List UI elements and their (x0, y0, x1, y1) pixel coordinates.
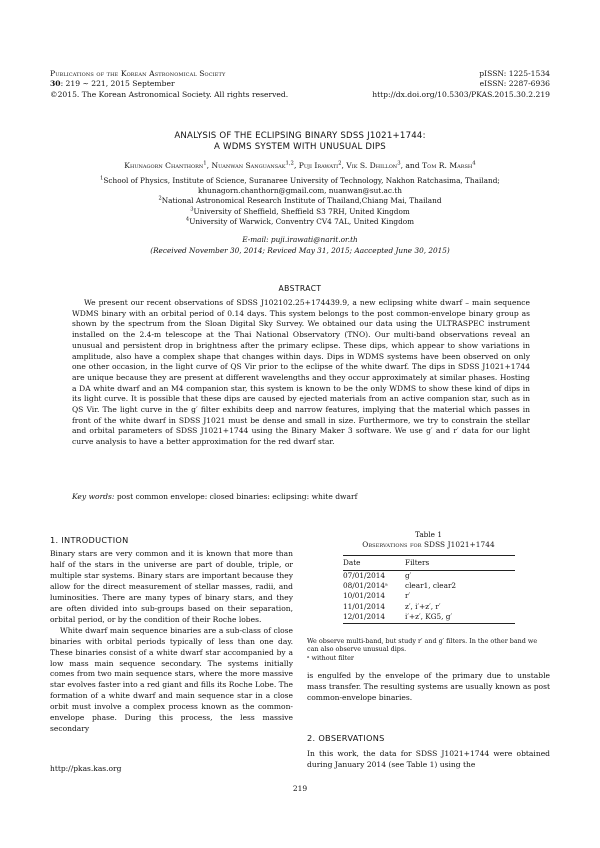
page-range: : 219 ∼ 221, 2015 September (60, 79, 175, 89)
table-header-filters: Filters (405, 556, 515, 571)
table-row (343, 571, 515, 582)
affil-text: School of Physics, Institute of Science, Suranaree University of Technology, Nakhon Ratchasima, Thailand; (103, 176, 500, 185)
table-cell-date: 07/01/2014 (343, 571, 386, 580)
intro-paragraph-1: Binary stars are very common and it is known that more than half of the stars in the universe are part of double, triple, or multiple star systems. Binary stars are important because they allow for the direct measurement of stellar masses, radii, and luminosities. There are many types of binary stars, and they are often divided into sub-groups based on their separation, orbital period, or by the condition of their Roche lobes. (50, 549, 293, 624)
table-label: Table 1 (415, 530, 442, 539)
issn-header (372, 69, 550, 100)
volume-line (50, 79, 288, 89)
author-affil-mark: 4 (472, 160, 476, 167)
table-row (343, 602, 515, 612)
author-separator: , (206, 161, 212, 170)
left-column (50, 549, 293, 735)
right-column-continued (307, 671, 550, 704)
doi-link[interactable]: http://dx.doi.org/10.5303/PKAS.2015.30.2.219 (372, 89, 550, 99)
keywords-text: post common envelope: closed binaries: eclipsing: white dwarf (116, 492, 358, 501)
table-cell-filters: r′ (405, 591, 411, 601)
keywords-label: Key words: (72, 492, 115, 501)
affil-text: National Astronomical Research Institute of Thailand,Chiang Mai, Thailand (161, 196, 442, 206)
abstract-text: We present our recent observations of SDSS J102102.25+174439.9, a new eclipsing white dwarf – main sequence WDMS binary with an orbital period of 0.14 days. This system belongs to the post common-envelope binary group as shown by the spectrum from the Sloan Digital Sky Survey. We obtained our data using the ULTRASPEC instrument installed on the 2.4-m telescope at the Thai National Observatory (TNO). Our multi-band observations reveal an unusual and persistent drop in brightness after the primary eclipse. These dips, which appear to show variations in amplitude, also have a complex shape that changes within days. Dips in WDMS systems have been observed on only one other occasion, in the light curve of QS Vir prior to the eclipse of the white dwarf. The dips in SDSS J1021+1744 are unique because they are present at different wavelengths and they occur approximately at similar phases. Hosting a DA white dwarf and an M4 companion star, this system is known to be the only WDMS to show these kind of dips in its light curve. It is possible that these dips are caused by ejected materials from an active companion star, such as in QS Vir. The light curve in the g′ filter exhibits deep and narrow features, implying that the material which passes in front of the white dwarf in SDSS J1021 must be dense and small in size. Furthermore, we try to constrain the stellar and orbital parameters of SDSS J1021+1744 using the Binary Maker 3 software. We use g′ and r′ data for our light curve analysis to have a better approximation for the red dwarf star. (72, 298, 530, 447)
author-affil-mark: 2 (338, 160, 342, 167)
author-name: Tom R. Marsh (422, 161, 473, 170)
pissn: pISSN: 1225-1534 (479, 69, 550, 78)
author-affil-mark: 1 (203, 160, 207, 167)
footer-url[interactable]: http://pkas.kas.org (50, 764, 122, 773)
affil-mark: 2 (158, 195, 162, 202)
table-cell-date: 11/01/2014 (343, 601, 386, 611)
affil-text: University of Warwick, Conventry CV4 7AL, United Kingdom (189, 216, 415, 226)
table-cell-date: 10/01/2014 (343, 591, 386, 601)
observations-column (307, 749, 550, 771)
observations-table (343, 555, 515, 624)
affiliation-1 (0, 176, 600, 186)
affil-mark: 1 (100, 175, 104, 182)
eissn: eISSN: 2287-6936 (479, 79, 550, 89)
affiliations (0, 176, 600, 227)
table-cell-filters: clear1, clear2 (405, 581, 457, 591)
affil-mark: 4 (185, 216, 190, 223)
table-footnote: ᵃ without filter (307, 653, 354, 662)
table-note: We observe multi-band, but study r′ and g′ filters. In the other band we can also observe unusual dips. (307, 637, 538, 654)
author-separator: , (341, 161, 347, 170)
table-row (343, 591, 515, 601)
observations-paragraph-1: In this work, the data for SDSS J1021+1744 were obtained during January 2014 (see Table 1) using the (307, 749, 550, 769)
journal-name: Publications of the Korean Astronomical Society (50, 69, 226, 78)
table-row (343, 612, 515, 624)
title-line-1: ANALYSIS OF THE ECLIPSING BINARY SDSS J1021+1744: (174, 131, 426, 141)
received-dates: (Received November 30, 2014; Reviced May 31, 2015; Aaccepted June 30, 2015) (150, 246, 450, 255)
journal-header (50, 69, 288, 100)
abstract-heading: ABSTRACT (278, 284, 322, 293)
author-name: Khunagorn Chanthorn (124, 161, 204, 170)
table-cell-date: 12/01/2014 (343, 612, 405, 624)
table-header-row (343, 556, 515, 571)
author-list (0, 160, 600, 171)
table-cell-filters: i′+z′, KG5, g′ (405, 612, 515, 624)
author-separator: , and (400, 161, 423, 170)
affil-mark: 3 (190, 206, 194, 213)
author-affil-mark: 3 (397, 160, 401, 167)
author-name: Nuanwan Sanguansak (211, 161, 286, 170)
title-line-2: A WDMS SYSTEM WITH UNUSUAL DIPS (214, 142, 386, 152)
table-cell-date: 08/01/2014ᵃ (343, 581, 388, 591)
section-heading-observations: 2. OBSERVATIONS (307, 733, 385, 743)
page-number: 219 (292, 784, 308, 793)
author-name: Vik S. Dhillon (346, 161, 398, 170)
keywords (72, 492, 530, 501)
table-row (343, 581, 515, 591)
intro-paragraph-2: White dwarf main sequence binaries are a sub-class of close binaries with orbital periods typically of less than one day. These binaries consist of a white dwarf star accompanied by a low mass main sequence secondary. The systems initially comes from two main sequence stars, where the more massive star evolves faster into a red giant and fills its Roche Lobe. The formation of a white dwarf and main sequence star in a close orbit must involve a complex process known as the common-envelope phase. During this process, the less massive secondary (50, 625, 293, 734)
intro-continued-paragraph: is engulfed by the envelope of the primary due to unstable mass transfer. The resulting systems are usually known as post common-envelope binaries. (307, 671, 550, 702)
volume-number: 30 (50, 79, 61, 89)
table-header-date: Date (343, 556, 405, 571)
affil-text: University of Sheffield, Sheffield S3 7RH, United Kingdom (193, 206, 410, 216)
author-separator: , (293, 161, 299, 170)
copyright-line: ©2015. The Korean Astronomical Society. All rights reserved. (50, 89, 289, 99)
table-cell-filters: z′, i′+z′, r′ (405, 601, 441, 611)
affiliation-1-emails: khunagorn.chanthorn@gmail.com, nuanwan@sut.ac.th (198, 186, 402, 196)
affiliation-3 (0, 207, 600, 217)
affiliation-4 (0, 217, 600, 227)
author-name: Puji Irawati (298, 161, 339, 170)
paper-title (0, 131, 600, 153)
corresponding-email: E-mail: puji.irawati@narit.or.th (242, 235, 358, 244)
section-heading-introduction: 1. INTRODUCTION (50, 535, 129, 545)
table-cell-filters: g′ (405, 571, 412, 580)
author-affil-mark: 1,2 (285, 160, 294, 167)
table-caption: Observations for SDSS J1021+1744 (362, 540, 495, 549)
table-notes (307, 637, 550, 662)
affiliation-2 (0, 196, 600, 206)
